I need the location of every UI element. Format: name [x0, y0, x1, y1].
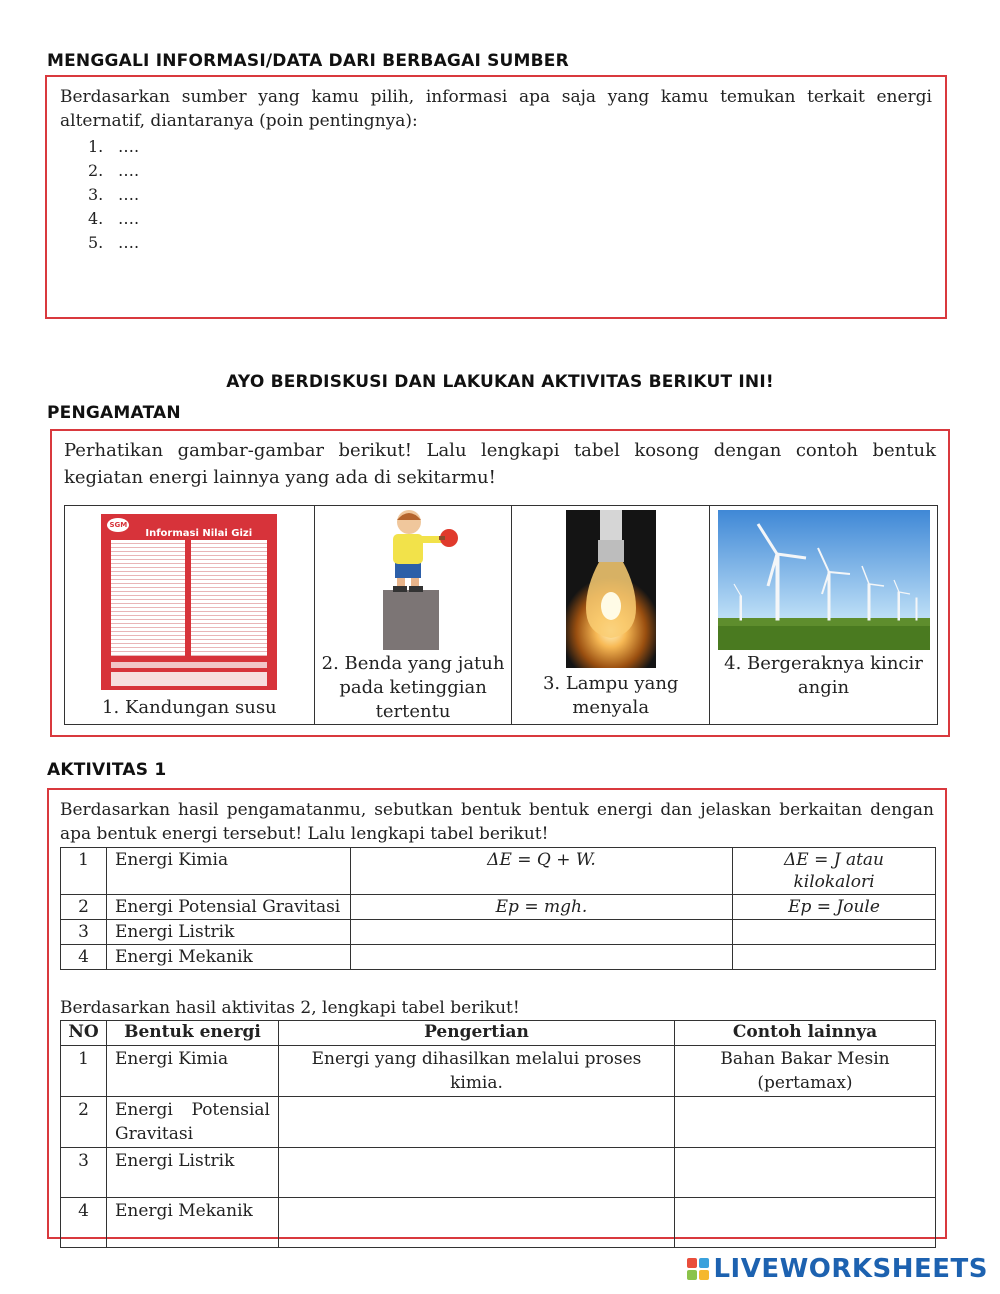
- row-number: 2: [61, 895, 107, 920]
- row-number: 1: [61, 848, 107, 895]
- table-row: [61, 920, 936, 945]
- point-item[interactable]: 4. ….: [88, 209, 140, 228]
- energy-name: Energi Potensial Gravitasi: [107, 895, 351, 920]
- row-number: 1: [61, 1046, 107, 1097]
- caption-falling-object: 2. Benda yang jatuh pada ketinggian tertentu: [321, 653, 505, 722]
- point-item[interactable]: 1. ….: [88, 137, 140, 156]
- energy-name: Energi Mekanik: [107, 945, 351, 970]
- cell-milk: [65, 506, 315, 725]
- energy-name: Energi Potensial Gravitasi: [107, 1097, 279, 1148]
- cell-falling-object: [314, 506, 512, 725]
- point-item[interactable]: 3. ….: [88, 185, 140, 204]
- caption-milk: 1. Kandungan susu: [102, 697, 277, 718]
- energy-definition-table: [60, 1020, 936, 1248]
- logo-text: LIVEWORKSHEETS: [713, 1254, 988, 1284]
- energy-definition[interactable]: [279, 1148, 675, 1198]
- energy-example[interactable]: Bahan Bakar Mesin (pertamax): [675, 1046, 936, 1097]
- brand-logo: SGM: [107, 518, 129, 532]
- point-item[interactable]: 5. ….: [88, 233, 140, 252]
- section-heading-menggali: MENGGALI INFORMASI/DATA DARI BERBAGAI SUMBER: [47, 51, 569, 71]
- cell-lamp: [512, 506, 710, 725]
- caption-windmill: 4. Bergeraknya kincir angin: [724, 653, 923, 698]
- energy-definition[interactable]: Energi yang dihasilkan melalui proses kimia.: [279, 1046, 675, 1097]
- logo-mark-icon: [687, 1258, 709, 1280]
- table-header-row: [61, 1021, 936, 1046]
- row-number: 3: [61, 1148, 107, 1198]
- table-row: [61, 848, 936, 895]
- table-row: [61, 1097, 936, 1148]
- energy-formula[interactable]: [351, 945, 733, 970]
- info-instruction: Berdasarkan sumber yang kamu pilih, informasi apa saja yang kamu temukan terkait energi alternatif, diantaranya (poin pentingnya):: [60, 87, 932, 131]
- energy-formula[interactable]: [351, 920, 733, 945]
- energy-formula-table: [60, 847, 936, 970]
- energy-example[interactable]: [675, 1148, 936, 1198]
- row-number: 2: [61, 1097, 107, 1148]
- light-bulb-image: [566, 510, 656, 668]
- row-number: 4: [61, 945, 107, 970]
- nutrition-label-image: [101, 514, 277, 690]
- energy-example[interactable]: [675, 1097, 936, 1148]
- liveworksheets-logo[interactable]: [687, 1254, 988, 1284]
- energy-unit[interactable]: Ep = Joule: [733, 895, 936, 920]
- header-energy-form: Bentuk energi: [107, 1021, 279, 1046]
- energy-unit[interactable]: ΔE = J atau kilokalori: [733, 848, 936, 895]
- energy-unit[interactable]: [733, 945, 936, 970]
- activity-instruction-2: Berdasarkan hasil aktivitas 2, lengkapi tabel berikut!: [60, 998, 520, 1018]
- observation-table: [64, 505, 938, 725]
- activity-box: [47, 788, 947, 1239]
- info-box: [45, 75, 947, 319]
- row-number: 4: [61, 1198, 107, 1248]
- table-row: [61, 945, 936, 970]
- energy-formula[interactable]: ΔE = Q + W.: [351, 848, 733, 895]
- points-list: [60, 135, 932, 255]
- boy-on-box-image: [353, 506, 473, 650]
- energy-name: Energi Mekanik: [107, 1198, 279, 1248]
- row-number: 3: [61, 920, 107, 945]
- table-row: [61, 895, 936, 920]
- discussion-heading: AYO BERDISKUSI DAN LAKUKAN AKTIVITAS BERIKUT INI!: [226, 372, 774, 392]
- header-example: Contoh lainnya: [675, 1021, 936, 1046]
- nutrition-title: Informasi Nilai Gizi: [145, 528, 253, 539]
- energy-name: Energi Listrik: [107, 1148, 279, 1198]
- table-row: [61, 1198, 936, 1248]
- wind-turbines-image: [718, 510, 930, 650]
- table-row: [61, 1046, 936, 1097]
- point-item[interactable]: 2. ….: [88, 161, 140, 180]
- energy-name: Energi Kimia: [107, 848, 351, 895]
- cell-windmill: [710, 506, 938, 725]
- header-no: NO: [61, 1021, 107, 1046]
- activity-heading: AKTIVITAS 1: [47, 760, 167, 780]
- header-definition: Pengertian: [279, 1021, 675, 1046]
- energy-name: Energi Kimia: [107, 1046, 279, 1097]
- energy-formula[interactable]: Ep = mgh.: [351, 895, 733, 920]
- observation-heading: PENGAMATAN: [47, 403, 181, 423]
- caption-lamp: 3. Lampu yang menyala: [542, 673, 679, 718]
- activity-instruction: Berdasarkan hasil pengamatanmu, sebutkan bentuk bentuk energi dan jelaskan berkaitan dengan apa bentuk energi tersebut! Lalu lengkapi tabel berikut!: [60, 800, 934, 844]
- energy-name: Energi Listrik: [107, 920, 351, 945]
- energy-definition[interactable]: [279, 1198, 675, 1248]
- observation-box: [50, 429, 950, 737]
- energy-definition[interactable]: [279, 1097, 675, 1148]
- table-row: [61, 1148, 936, 1198]
- energy-example[interactable]: [675, 1198, 936, 1248]
- energy-unit[interactable]: [733, 920, 936, 945]
- observation-instruction: Perhatikan gambar-gambar berikut! Lalu lengkapi tabel kosong dengan contoh bentuk kegiatan energi lainnya yang ada di sekitarmu!: [64, 440, 936, 488]
